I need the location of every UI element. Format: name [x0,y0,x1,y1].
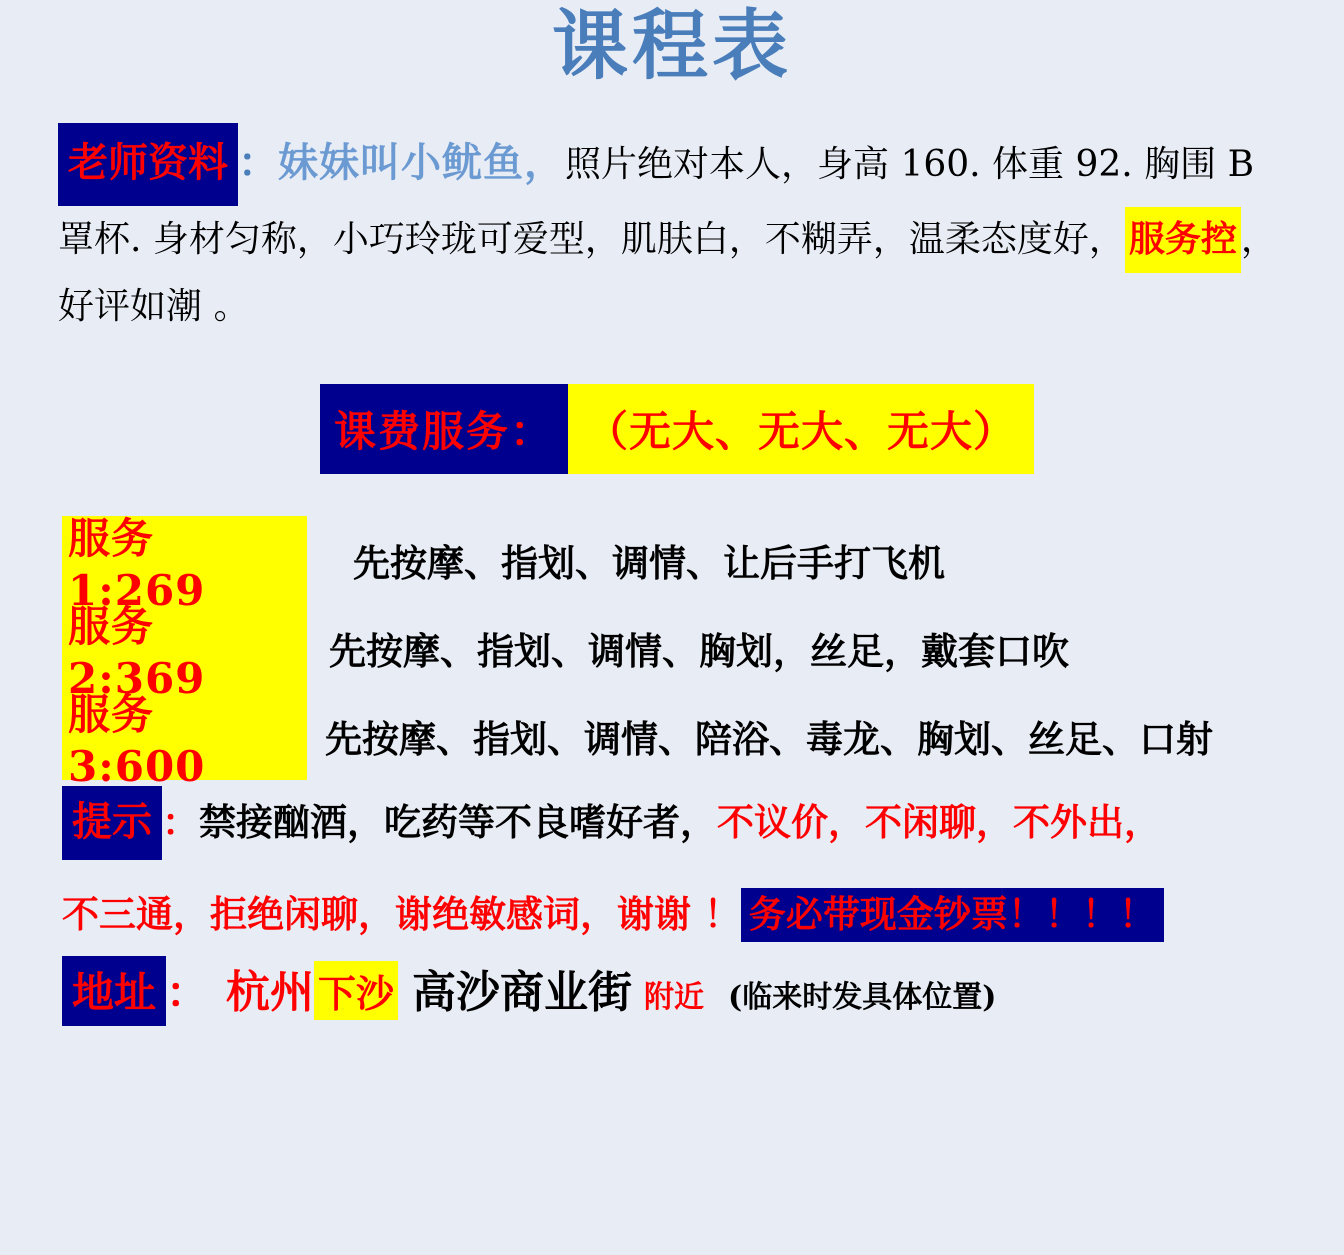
notice-line2-red: 不三通，拒绝闲聊，谢绝敏感词，谢谢 ！ [62,892,741,937]
notice-label: 提示 [62,786,162,860]
fee-label: 课费服务： [320,384,568,474]
address-colon: ： [166,968,209,1018]
teacher-description-part2: ，好评如潮 。 [58,219,1277,328]
service-desc-3: 先按摩、指划、调情、陪浴、毒龙、胸划、丝足、口射 [325,717,1213,762]
fee-row [0,384,1344,474]
fee-value: （无大、无大、无大） [568,384,1034,474]
address-district: 下沙 [314,961,398,1020]
notice-colon: ： [162,800,199,845]
service-focus-highlight: 服务控 [1125,207,1241,273]
notice-black-text: 禁接酗酒，吃药等不良嗜好者， [199,800,717,845]
notice-line-1 [0,786,1344,860]
service-row-1 [0,513,1344,615]
address-city: 杭州 [226,967,315,1019]
address-line [0,956,1344,1026]
cash-required-highlight: 务必带现金钞票！！！！ [741,888,1164,942]
service-row-3 [0,689,1344,791]
teacher-description-part1: 照片绝对本人，身高 160. 体重 92. 胸围 B 罩杯. 身材匀称，小巧玲珑可爱型，肌肤白，不糊弄，温柔态度好， [58,144,1255,261]
address-near: 附近 [644,980,705,1016]
address-street: 高沙商业街 [412,967,633,1019]
service-price-3: 服务 3:600 [68,689,206,791]
teacher-nickname: 妹妹叫小鱿鱼， [278,139,565,187]
service-price-2: 服务 2:369 [68,601,206,703]
teacher-info-paragraph [0,123,1344,338]
service-desc-1: 先按摩、指划、调情、让后手打飞机 [353,541,945,586]
notice-red-text: 不议价，不闲聊，不外出， [717,800,1161,845]
service-list [0,513,1344,791]
page-title: 课程表 [552,1,792,90]
service-row-2 [0,601,1344,703]
address-note: (临来时发具体位置) [728,980,997,1016]
service-desc-2: 先按摩、指划、调情、胸划，丝足，戴套口吹 [329,629,1069,674]
teacher-info-label: 老师资料 [58,123,238,206]
service-price-1: 服务 1:269 [68,513,206,615]
notice-line-2 [0,884,1344,938]
teacher-info-colon: ： [238,139,278,187]
address-label: 地址 [62,956,166,1026]
